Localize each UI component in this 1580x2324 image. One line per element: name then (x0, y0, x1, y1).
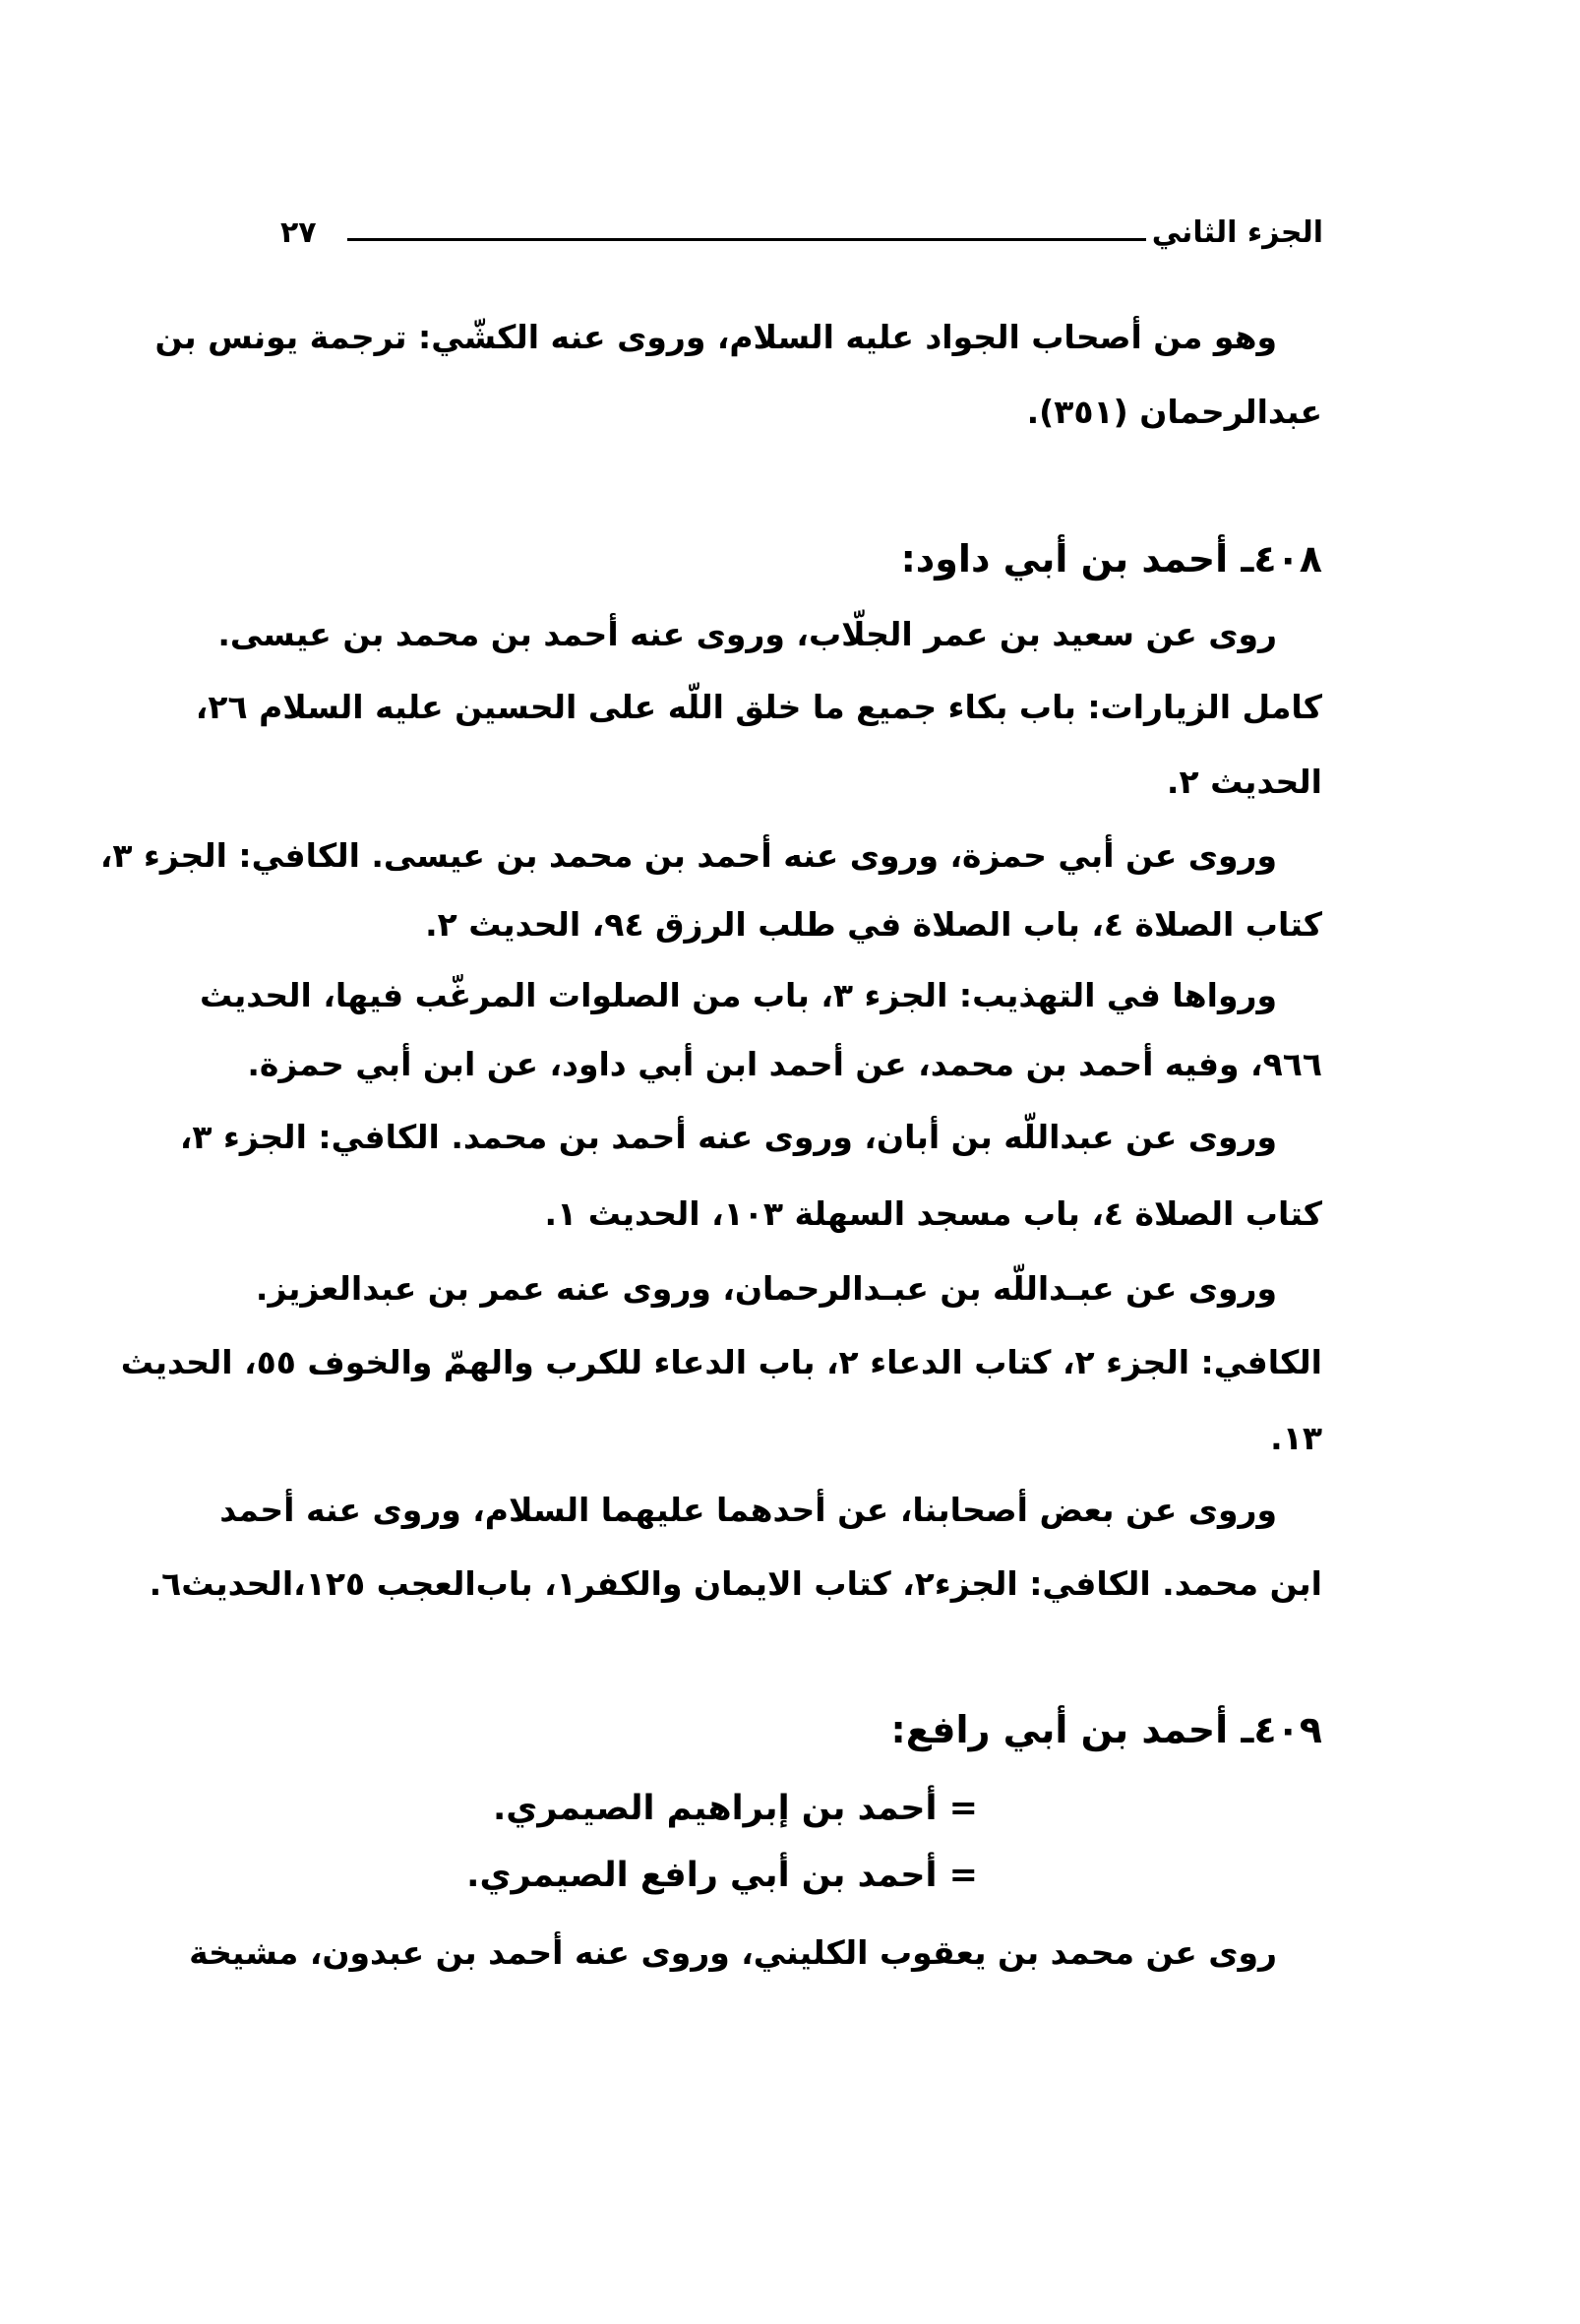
equivalent-name: = أحمد بن إبراهيم الصيمري. (492, 1789, 978, 1828)
intro-line: عبدالرحمان (٣٥١). (1026, 393, 1322, 431)
entry-408-line: ابن محمد. الكافي: الجزء٢، كتاب الايمان والكفر١، باب‌العجب ١٢٥،الحديث٦. (149, 1564, 1322, 1603)
entry-408-line: ورواها في التهذيب: الجزء ٣، باب من الصلوات المرغّب فيها، الحديث (199, 976, 1277, 1014)
entry-408-line: كامل الزيارات: باب بكاء جميع ما خلق اللّه على الحسين عليه السلام ٢٦، (195, 688, 1322, 726)
entry-heading-409: ٤٠٩ـ أحمد بن أبي رافع: (890, 1708, 1322, 1751)
entry-408-line: وروى عن بعض أصحابنا، عن أحدهما عليهما السلام، وروى عنه أحمد (219, 1491, 1277, 1529)
equivalent-name: = أحمد بن أبي رافع الصيمري. (466, 1856, 978, 1895)
intro-line: وهو من أصحاب الجواد عليه السلام، وروى عنه الكشّي: ترجمة يونس بن (154, 318, 1277, 356)
header-title: الجزء الثاني (1151, 215, 1323, 250)
entry-408-line: ١٣. (1270, 1419, 1322, 1457)
entry-408-line: وروى عن عبداللّه بن أبان، وروى عنه أحمد بن محمد. الكافي: الجزء ٣، (179, 1118, 1277, 1156)
entry-408-line: كتاب الصلاة ٤، باب مسجد السهلة ١٠٣، الحديث ١. (544, 1194, 1322, 1233)
header-rule (347, 238, 1146, 241)
entry-408-line: ٩٦٦، وفيه أحمد بن محمد، عن أحمد ابن أبي داود، عن ابن أبي حمزة. (247, 1045, 1322, 1083)
entry-heading-408: ٤٠٨ـ أحمد بن أبي داود: (900, 537, 1322, 581)
entry-408-line: كتاب الصلاة ٤، باب الصلاة في طلب الرزق ٩٤، الحديث ٢. (425, 905, 1322, 944)
entry-409-line: روى عن محمد بن يعقوب الكليني، وروى عنه أحمد بن عبدون، مشيخة (189, 1933, 1277, 1972)
entry-408-line: روى عن سعيد بن عمر الجلّاب، وروى عنه أحمد بن محمد بن عيسى. (217, 615, 1277, 653)
entry-408-line: الكافي: الجزء ٢، كتاب الدعاء ٢، باب الدعاء للكرب والهمّ والخوف ٥٥، الحديث (120, 1343, 1322, 1381)
entry-408-line: وروى عن عبـداللّه بن عبـدالرحمان، وروى عنه عمر بن عبدالعزيز. (255, 1269, 1277, 1308)
running-header (280, 209, 1323, 258)
entry-408-line: وروى عن أبي حمزة، وروى عنه أحمد بن محمد بن عيسى. الكافي: الجزء ٣، (99, 836, 1277, 875)
entry-408-line: الحديث ٢. (1166, 763, 1322, 801)
page-number: ٢٧ (280, 215, 317, 250)
